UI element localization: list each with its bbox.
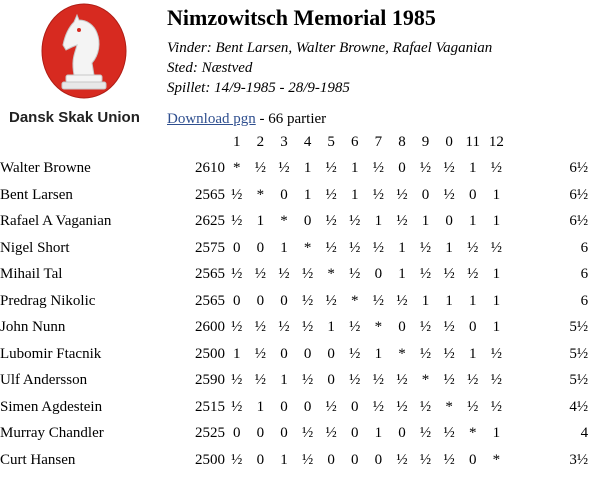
- result-cell: 0: [351, 425, 359, 442]
- result-cell: ½: [325, 398, 337, 415]
- result-cell: 0: [327, 451, 335, 468]
- result-cell: 1: [374, 425, 383, 442]
- result-cell: 0: [233, 239, 241, 256]
- result-cell: 1: [327, 319, 335, 336]
- result-cell: ½: [349, 239, 361, 256]
- result-cell: ½: [443, 319, 455, 336]
- result-cell: ½: [372, 372, 384, 389]
- player-name: John Nunn: [0, 319, 66, 336]
- result-cell: 1: [492, 292, 501, 309]
- result-cell: *: [233, 160, 241, 177]
- player-score: 5½: [569, 345, 589, 362]
- player-score: 6: [580, 239, 589, 256]
- result-cell: ½: [254, 372, 267, 389]
- result-cell: ½: [231, 266, 243, 283]
- result-cell: ½: [231, 372, 243, 389]
- player-row: [0, 288, 588, 315]
- result-cell: 1: [303, 186, 312, 203]
- crosstable: [0, 129, 588, 474]
- result-cell: 0: [327, 345, 335, 362]
- result-cell: *: [256, 186, 265, 203]
- column-number: 6: [351, 133, 359, 150]
- result-cell: ½: [467, 398, 479, 415]
- result-cell: 0: [256, 425, 265, 442]
- header-rating-blank: [180, 129, 225, 156]
- column-number: 12: [488, 133, 504, 150]
- column-number: 11: [465, 133, 480, 150]
- result-cell: 0: [233, 425, 241, 442]
- result-cell: ½: [467, 239, 479, 256]
- result-cell: ½: [443, 451, 455, 468]
- result-cell: 1: [492, 186, 501, 203]
- player-row: [0, 209, 588, 236]
- result-cell: 1: [492, 213, 501, 230]
- dsu-logo: [41, 3, 127, 99]
- player-row: [0, 262, 588, 289]
- column-number: 5: [327, 133, 335, 150]
- result-cell: ½: [396, 372, 408, 389]
- result-cell: ½: [349, 319, 361, 336]
- result-cell: ½: [443, 425, 455, 442]
- player-score: 5½: [569, 319, 589, 336]
- result-cell: 1: [303, 160, 312, 177]
- result-cell: 0: [445, 213, 453, 230]
- player-name: Mihail Tal: [0, 266, 63, 283]
- result-cell: ½: [419, 451, 432, 468]
- result-cell: ½: [419, 319, 432, 336]
- player-score: 5½: [569, 372, 589, 389]
- result-cell: ½: [396, 451, 408, 468]
- player-row: [0, 421, 588, 448]
- result-cell: ½: [396, 213, 408, 230]
- result-cell: *: [445, 398, 453, 415]
- result-cell: ½: [301, 425, 314, 442]
- result-cell: ½: [325, 213, 337, 230]
- result-cell: 0: [303, 398, 312, 415]
- header-score-blank: [508, 129, 588, 156]
- player-row: [0, 156, 588, 183]
- player-score: 4½: [569, 398, 589, 415]
- result-cell: 1: [421, 292, 430, 309]
- result-cell: ½: [396, 292, 408, 309]
- result-cell: 0: [303, 345, 312, 362]
- result-cell: 0: [468, 319, 477, 336]
- result-cell: 1: [398, 239, 406, 256]
- result-cell: 1: [445, 239, 453, 256]
- player-rating: 2625: [195, 213, 225, 230]
- result-cell: *: [327, 266, 335, 283]
- result-cell: ½: [231, 451, 243, 468]
- result-cell: 1: [351, 186, 359, 203]
- column-number: 8: [398, 133, 406, 150]
- winners-line: Vinder: Bent Larsen, Walter Browne, Rafael Vaganian: [167, 40, 493, 56]
- result-cell: 0: [280, 345, 288, 362]
- result-cell: ½: [254, 266, 267, 283]
- result-cell: *: [351, 292, 359, 309]
- column-number: 1: [233, 133, 241, 150]
- player-rating: 2565: [195, 266, 225, 283]
- crosstable-header-row: [0, 129, 588, 156]
- column-number: 4: [303, 133, 312, 150]
- result-cell: ½: [325, 160, 337, 177]
- player-row: [0, 315, 588, 342]
- result-cell: ½: [231, 213, 243, 230]
- result-cell: ½: [325, 186, 337, 203]
- result-cell: ½: [372, 160, 384, 177]
- result-cell: ½: [467, 266, 479, 283]
- result-cell: 1: [468, 292, 477, 309]
- result-cell: ½: [490, 345, 502, 362]
- player-rating: 2590: [195, 372, 225, 389]
- venue-line: Sted: Næstved: [167, 60, 253, 76]
- player-row: [0, 394, 588, 421]
- result-cell: ½: [443, 160, 455, 177]
- result-cell: 0: [468, 186, 477, 203]
- player-rating: 2525: [195, 425, 225, 442]
- result-cell: 1: [280, 451, 288, 468]
- result-cell: ½: [301, 292, 314, 309]
- result-cell: ½: [254, 160, 267, 177]
- column-number: 0: [445, 133, 453, 150]
- header-name-blank: [0, 129, 180, 156]
- result-cell: ½: [325, 239, 337, 256]
- player-name: Rafael A Vaganian: [0, 213, 112, 230]
- download-pgn-link[interactable]: Download pgn: [167, 111, 256, 127]
- player-row: [0, 182, 588, 209]
- result-cell: 0: [256, 292, 265, 309]
- player-rating: 2515: [195, 398, 225, 415]
- result-cell: *: [280, 213, 288, 230]
- player-name: Simen Agdestein: [0, 398, 103, 415]
- result-cell: ½: [467, 372, 479, 389]
- result-cell: 1: [492, 319, 501, 336]
- column-number: 7: [374, 133, 383, 150]
- result-cell: 0: [256, 239, 265, 256]
- result-cell: ½: [419, 239, 432, 256]
- result-cell: 1: [492, 425, 501, 442]
- result-cell: ½: [372, 239, 384, 256]
- result-cell: ½: [349, 345, 361, 362]
- result-cell: 0: [303, 213, 312, 230]
- result-cell: 1: [351, 160, 359, 177]
- result-cell: ½: [419, 425, 432, 442]
- result-cell: ½: [396, 398, 408, 415]
- result-cell: *: [374, 319, 383, 336]
- player-name: Predrag Nikolic: [0, 292, 96, 309]
- result-cell: 1: [492, 266, 501, 283]
- result-cell: ½: [301, 451, 314, 468]
- result-cell: ½: [490, 372, 502, 389]
- result-cell: 0: [351, 451, 359, 468]
- player-name: Curt Hansen: [0, 451, 76, 468]
- result-cell: 1: [445, 292, 453, 309]
- player-score: 4: [580, 425, 589, 442]
- result-cell: ½: [278, 160, 290, 177]
- player-score: 6½: [569, 160, 589, 177]
- player-rating: 2565: [195, 292, 225, 309]
- result-cell: ½: [443, 266, 455, 283]
- player-name: Walter Browne: [0, 160, 91, 177]
- player-name: Lubomir Ftacnik: [0, 345, 102, 362]
- player-score: 3½: [569, 451, 589, 468]
- result-cell: 1: [280, 239, 288, 256]
- result-cell: 0: [280, 425, 288, 442]
- result-cell: ½: [349, 266, 361, 283]
- result-cell: ½: [325, 292, 337, 309]
- result-cell: 1: [398, 266, 406, 283]
- result-cell: 0: [327, 372, 335, 389]
- player-rating: 2575: [195, 239, 225, 256]
- player-name: Bent Larsen: [0, 186, 73, 203]
- result-cell: 0: [256, 451, 265, 468]
- player-row: [0, 341, 588, 368]
- result-cell: 1: [233, 345, 241, 362]
- result-cell: ½: [349, 213, 361, 230]
- page-title: Nimzowitsch Memorial 1985: [167, 5, 436, 30]
- result-cell: 1: [256, 398, 265, 415]
- result-cell: ½: [419, 398, 432, 415]
- result-cell: ½: [419, 160, 432, 177]
- column-number: 2: [256, 133, 265, 150]
- download-row: [167, 111, 326, 128]
- result-cell: 1: [468, 213, 477, 230]
- player-name: Nigel Short: [0, 239, 70, 256]
- result-cell: ½: [301, 266, 314, 283]
- player-row: [0, 368, 588, 395]
- result-cell: 0: [398, 160, 406, 177]
- result-cell: ½: [231, 186, 243, 203]
- result-cell: ½: [396, 186, 408, 203]
- result-cell: *: [303, 239, 312, 256]
- result-cell: 0: [280, 398, 288, 415]
- games-count: - 66 partier: [255, 111, 327, 127]
- result-cell: 0: [421, 186, 430, 203]
- result-cell: 1: [468, 160, 477, 177]
- player-score: 6: [580, 292, 589, 309]
- result-cell: 1: [468, 345, 477, 362]
- result-cell: ½: [443, 372, 455, 389]
- org-name: Dansk Skak Union: [9, 109, 140, 126]
- player-row: [0, 235, 588, 262]
- result-cell: ½: [301, 372, 314, 389]
- column-number: 3: [280, 133, 288, 150]
- result-cell: 0: [374, 451, 383, 468]
- result-cell: ½: [349, 372, 361, 389]
- dates-line: Spillet: 14/9-1985 - 28/9-1985: [167, 80, 350, 96]
- result-cell: 0: [374, 266, 383, 283]
- result-cell: ½: [490, 398, 502, 415]
- result-cell: ½: [443, 345, 455, 362]
- result-cell: ½: [419, 345, 432, 362]
- column-number: 9: [421, 133, 430, 150]
- result-cell: 0: [398, 425, 406, 442]
- result-cell: 1: [374, 213, 383, 230]
- player-rating: 2600: [195, 319, 225, 336]
- result-cell: 0: [398, 319, 406, 336]
- result-cell: ½: [278, 319, 290, 336]
- result-cell: 0: [280, 186, 288, 203]
- result-cell: *: [421, 372, 430, 389]
- result-cell: ½: [443, 186, 455, 203]
- result-cell: ½: [419, 266, 432, 283]
- result-cell: ½: [301, 319, 314, 336]
- player-row: [0, 447, 588, 474]
- result-cell: ½: [254, 345, 267, 362]
- result-cell: ½: [231, 319, 243, 336]
- result-cell: 0: [351, 398, 359, 415]
- result-cell: ½: [490, 239, 502, 256]
- result-cell: ½: [325, 425, 337, 442]
- player-score: 6½: [569, 213, 589, 230]
- player-score: 6½: [569, 186, 589, 203]
- result-cell: *: [492, 451, 501, 468]
- result-cell: ½: [254, 319, 267, 336]
- result-cell: ½: [490, 160, 502, 177]
- result-cell: 0: [468, 451, 477, 468]
- result-cell: *: [398, 345, 406, 362]
- result-cell: 0: [280, 292, 288, 309]
- result-cell: 1: [374, 345, 383, 362]
- result-cell: 1: [256, 213, 265, 230]
- player-rating: 2565: [195, 186, 225, 203]
- player-name: Ulf Andersson: [0, 372, 88, 389]
- result-cell: ½: [231, 398, 243, 415]
- result-cell: *: [468, 425, 477, 442]
- player-rating: 2500: [195, 345, 225, 362]
- result-cell: ½: [372, 292, 384, 309]
- result-cell: ½: [372, 186, 384, 203]
- player-rating: 2610: [195, 160, 225, 177]
- chess-knight-icon: [41, 3, 127, 99]
- result-cell: ½: [372, 398, 384, 415]
- result-cell: 1: [280, 372, 288, 389]
- player-rating: 2500: [195, 451, 225, 468]
- result-cell: 0: [233, 292, 241, 309]
- result-cell: 1: [421, 213, 430, 230]
- player-name: Murray Chandler: [0, 425, 104, 442]
- result-cell: ½: [278, 266, 290, 283]
- player-score: 6: [580, 266, 589, 283]
